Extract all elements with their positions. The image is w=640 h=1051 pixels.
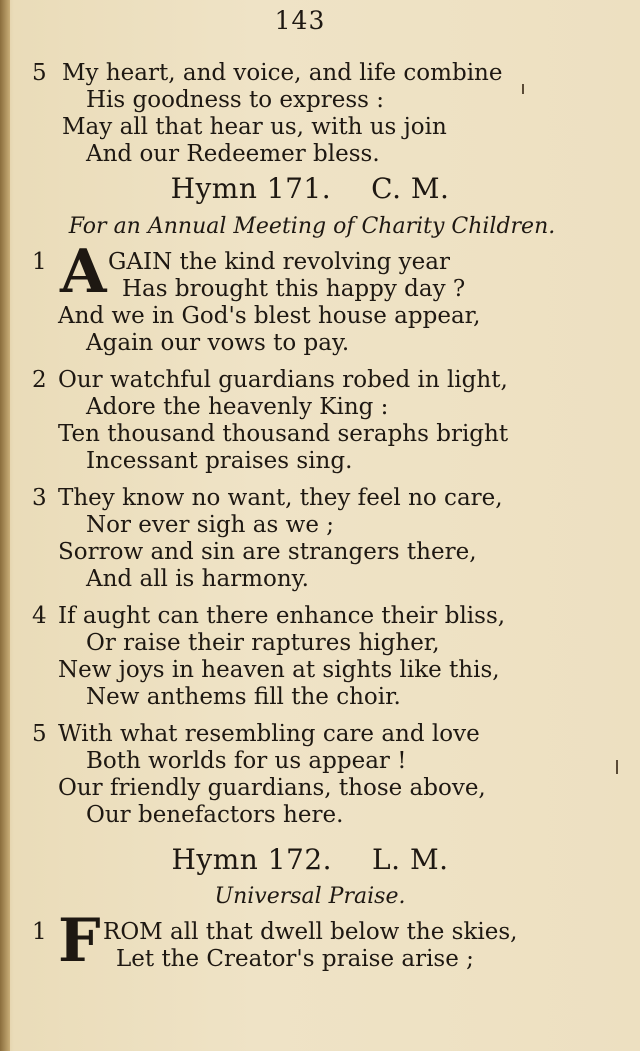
verse-line: Has brought this happy day ?	[122, 276, 466, 302]
verse-line: Let the Creator's praise arise ;	[116, 946, 474, 972]
drop-cap: F	[58, 906, 101, 976]
verse-number: 5	[32, 60, 47, 86]
hymn-meter: L. M.	[372, 843, 449, 876]
verse-line: And our Redeemer bless.	[86, 141, 380, 167]
verse-line: And we in God's blest house appear,	[58, 303, 481, 329]
drop-cap: A	[60, 237, 107, 307]
hymn-number: Hymn 171.	[170, 172, 332, 205]
verse-number: 5	[32, 721, 47, 747]
hymn-subtitle: Universal Praise.	[214, 884, 406, 909]
verse-line: Our friendly guardians, those above,	[58, 775, 486, 801]
ink-speck	[522, 84, 524, 94]
verse-number: 3	[32, 485, 47, 511]
verse-line: They know no want, they feel no care,	[58, 485, 503, 511]
hymn-meter: C. M.	[371, 172, 450, 205]
hymn-number: Hymn 172.	[171, 843, 333, 876]
verse-line: Our benefactors here.	[86, 802, 344, 828]
verse-line: New anthems fill the choir.	[86, 684, 401, 710]
ink-speck	[616, 760, 618, 774]
hymn-subtitle: For an Annual Meeting of Charity Children.	[68, 214, 556, 239]
verse-line: Incessant praises sing.	[86, 448, 353, 474]
verse-line: Sorrow and sin are strangers there,	[58, 539, 477, 565]
verse-line: If aught can there enhance their bliss,	[58, 603, 506, 629]
verse-number: 2	[32, 367, 47, 393]
verse-line: And all is harmony.	[86, 566, 309, 592]
hymn-title	[0, 845, 620, 875]
verse-number: 4	[32, 603, 47, 629]
verse-line: May all that hear us, with us join	[62, 114, 447, 140]
verse-number: 1	[32, 919, 47, 945]
verse-line: Nor ever sigh as we ;	[86, 512, 334, 538]
verse-line: Adore the heavenly King :	[86, 394, 389, 420]
verse-line: Again our vows to pay.	[86, 330, 350, 356]
verse-line: New joys in heaven at sights like this,	[58, 657, 500, 683]
verse-line: Both worlds for us appear !	[86, 748, 407, 774]
verse-line: His goodness to express :	[86, 87, 384, 113]
verse-line: With what resembling care and love	[58, 721, 480, 747]
verse-line: Our watchful guardians robed in light,	[58, 367, 508, 393]
verse-line: GAIN the kind revolving year	[108, 249, 450, 275]
verse-line: ROM all that dwell below the skies,	[103, 919, 518, 945]
hymn-title	[0, 174, 620, 204]
verse-number: 1	[32, 249, 47, 275]
verse-line: My heart, and voice, and life combine	[62, 60, 503, 86]
page-number: 143	[274, 6, 326, 35]
verse-line: Or raise their raptures higher,	[86, 630, 440, 656]
verse-line: Ten thousand thousand seraphs bright	[58, 421, 509, 447]
